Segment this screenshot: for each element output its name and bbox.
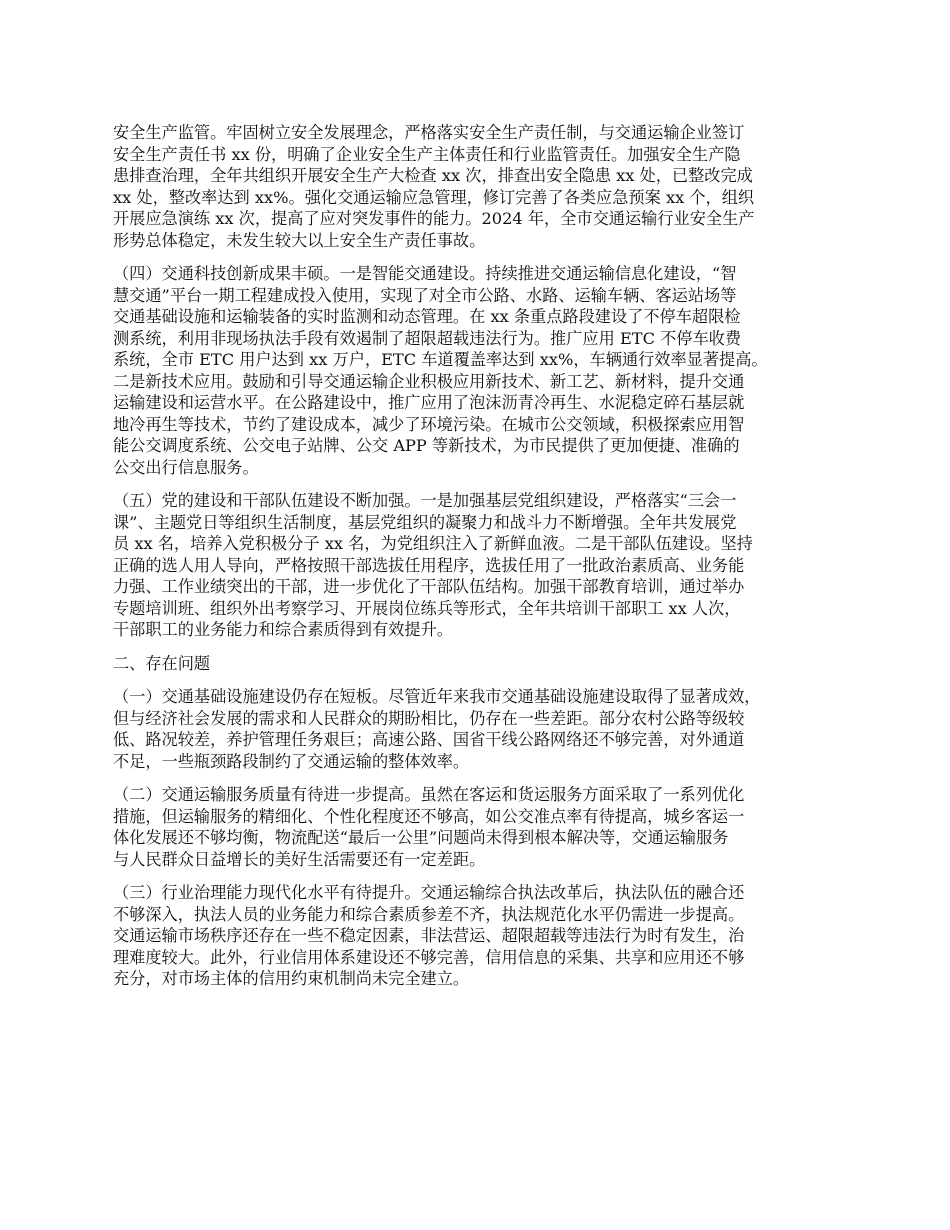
paragraph-party-building (113, 490, 858, 641)
text-line: 交通运输市场秩序还存在一些不稳定因素，非法营运、超限超载等违法行为时有发生，治 (113, 926, 745, 945)
text-line: 体化发展还不够均衡，物流配送“最后一公里”问题尚未得到根本解决等，交通运输服务 (113, 828, 729, 847)
text-line: 能公交调度系统、公交电子站牌、公交 APP 等新技术，为市民提供了更加便捷、准确的 (113, 436, 740, 455)
document-body (113, 122, 858, 1002)
section-heading: 二、存在问题 (113, 653, 211, 673)
text-line: 慧交通”平台一期工程建成投入使用，实现了对全市公路、水路、运输车辆、客运站场等 (113, 285, 737, 305)
text-line: 开展应急演练 xx 次，提高了应对突发事件的能力。2024 年，全市交通运输行业安全生产 (113, 209, 755, 228)
text-line: 理难度较大。此外，行业信用体系建设还不够完善，信用信息的采集、共享和应用还不够 (113, 947, 745, 967)
text-line: 不足，一些瓶颈路段制约了交通运输的整体效率。 (113, 751, 470, 771)
text-line: （四）交通科技创新成果丰硕。一是智能交通建设。持续推进交通运输信息化建设，“智 (113, 264, 737, 283)
text-line: 形势总体稳定，未发生较大以上安全生产责任事故。 (113, 230, 486, 250)
text-line: 公交出行信息服务。 (113, 457, 259, 477)
text-line: 课”、主题党日等组织生活制度，基层党组织的凝聚力和战斗力不断增强。全年共发展党 (113, 512, 737, 532)
text-line: （五）党的建设和干部队伍建设不断加强。一是加强基层党组织建设，严格落实“三会一 (113, 491, 737, 510)
text-line: 专题培训班、组织外出考察学习、开展岗位练兵等形式，全年共培训干部职工 xx 人次， (113, 598, 741, 618)
text-line: 充分，对市场主体的信用约束机制尚未完全建立。 (113, 969, 470, 988)
text-line: 系统，全市 ETC 用户达到 xx 万户，ETC 车道覆盖率达到 xx%，车辆通行效率显著提高。 (113, 350, 768, 369)
paragraph-tech-innovation (113, 263, 858, 478)
text-line: 测系统，利用非现场执法手段有效遏制了超限超载违法行为。推广应用 ETC 不停车收费 (113, 328, 742, 348)
text-line: 低、路况较差，养护管理任务艰巨；高速公路、国省干线公路网络还不够完善，对外通道 (113, 730, 745, 749)
text-line: （二）交通运输服务质量有待进一步提高。虽然在客运和货运服务方面采取了一系列优化 (113, 785, 745, 804)
text-line: 安全生产监管。牢固树立安全发展理念，严格落实安全生产责任制，与交通运输企业签订 (113, 123, 745, 142)
text-line: 与人民群众日益增长的美好生活需要还有一定差距。 (113, 849, 486, 869)
text-line: 措施，但运输服务的精细化、个性化程度还不够高，如公交准点率有待提高，城乡客运一 (113, 806, 745, 826)
text-line: 安全生产责任书 xx 份，明确了企业安全生产主体责任和行业监管责任。加强安全生产隐 (113, 144, 741, 164)
text-line: 正确的选人用人导向，严格按照干部选拔任用程序，选拔任用了一批政治素质高、业务能 (113, 555, 745, 575)
text-line: 交通基础设施和运输装备的实时监测和动态管理。在 xx 条重点路段建设了不停车超限检 (113, 307, 741, 326)
paragraph-safety-supervision (113, 122, 858, 251)
text-line: xx 处，整改率达到 xx%。强化交通运输应急管理，修订完善了各类应急预案 xx 个，组织 (113, 187, 755, 207)
text-line: 员 xx 名，培养入党积极分子 xx 名，为党组织注入了新鲜血液。二是干部队伍建设。坚持 (113, 534, 753, 553)
paragraph-problem-infrastructure (113, 686, 858, 772)
text-line: （三）行业治理能力现代化水平有待提升。交通运输综合执法改革后，执法队伍的融合还 (113, 883, 745, 902)
text-line: 二是新技术应用。鼓励和引导交通运输企业积极应用新技术、新工艺、新材料，提升交通 (113, 371, 745, 391)
text-line: 不够深入，执法人员的业务能力和综合素质参差不齐，执法规范化水平仍需进一步提高。 (113, 904, 745, 924)
text-line: 力强、工作业绩突出的干部，进一步优化了干部队伍结构。加强干部教育培训，通过举办 (113, 577, 745, 596)
text-line: 患排查治理，全年共组织开展安全生产大检查 xx 次，排查出安全隐患 xx 处，已整改完成 (113, 166, 753, 185)
text-line: 但与经济社会发展的需求和人民群众的期盼相比，仍存在一些差距。部分农村公路等级较 (113, 708, 745, 728)
text-line: 运输建设和运营水平。在公路建设中，推广应用了泡沫沥青冷再生、水泥稳定碎石基层就 (113, 393, 745, 412)
text-line: （一）交通基础设施建设仍存在短板。尽管近年来我市交通基础设施建设取得了显著成效， (113, 687, 761, 706)
text-line: 干部职工的业务能力和综合素质得到有效提升。 (113, 620, 453, 639)
paragraph-problem-service-quality (113, 784, 858, 870)
text-line: 地冷再生等技术，节约了建设成本，减少了环境污染。在城市公交领域，积极探索应用智 (113, 414, 745, 434)
paragraph-problem-governance (113, 882, 858, 990)
